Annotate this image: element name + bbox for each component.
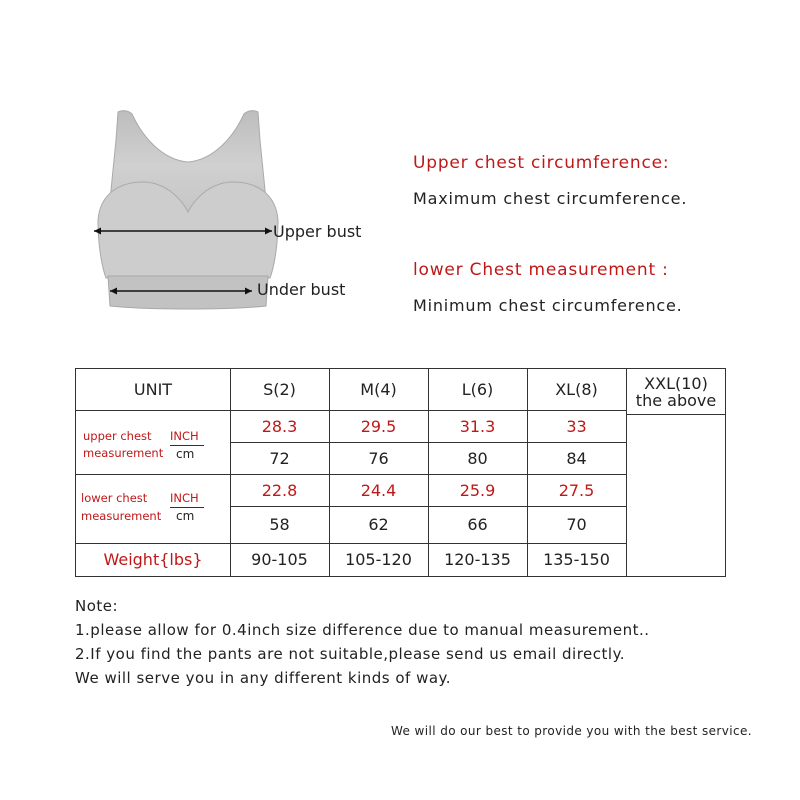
lower-unit-inch: INCH xyxy=(170,491,199,505)
under-bust-label: Under bust xyxy=(257,280,346,299)
size-header-m: M(4) xyxy=(360,380,397,399)
lower-cm-m: 62 xyxy=(368,515,389,534)
lower-inch-l: 25.9 xyxy=(459,480,496,500)
note-line-1: 1.please allow for 0.4inch size difference due to manual measurement.. xyxy=(75,621,650,639)
weight-l: 120-135 xyxy=(444,550,511,569)
lower-chest-desc: Minimum chest circumference. xyxy=(413,296,683,315)
size-header-s: S(2) xyxy=(263,380,296,399)
size-header-xl: XL(8) xyxy=(555,380,598,399)
upper-chest-label-1: upper chest xyxy=(83,429,152,443)
lower-chest-label-1: lower chest xyxy=(81,491,148,505)
note-title: Note: xyxy=(75,597,119,615)
upper-cm-s: 72 xyxy=(269,448,290,468)
xxl-line2: the above xyxy=(635,390,717,410)
upper-unit-inch: INCH xyxy=(170,429,199,443)
upper-chest-desc: Maximum chest circumference. xyxy=(413,189,688,208)
upper-chest-label-2: measurement xyxy=(83,446,164,460)
lower-chest-title: lower Chest measurement : xyxy=(413,260,669,280)
upper-inch-m: 29.5 xyxy=(360,416,397,436)
upper-bust-label: Upper bust xyxy=(273,222,362,241)
lower-chest-label-2: measurement xyxy=(81,509,162,523)
note-line-2: 2.If you find the pants are not suitable,please send us email directly. xyxy=(75,645,626,663)
unit-header: UNIT xyxy=(133,380,173,399)
lower-unit-cm: cm xyxy=(176,509,195,523)
weight-label: Weight{lbs} xyxy=(103,550,203,569)
lower-inch-s: 22.8 xyxy=(261,480,298,500)
weight-s: 90-105 xyxy=(251,550,308,569)
size-table xyxy=(75,368,726,577)
upper-chest-title: Upper chest circumference: xyxy=(413,153,670,173)
upper-inch-xl: 33 xyxy=(566,416,587,436)
note-line-3: We will serve you in any different kinds of way. xyxy=(75,669,452,687)
size-header-xxl xyxy=(626,369,726,414)
weight-xl: 135-150 xyxy=(543,550,610,569)
service-footer: We will do our best to provide you with the best service. xyxy=(391,724,752,738)
lower-cm-xl: 70 xyxy=(566,515,587,534)
xxl-line1: XXL(10) xyxy=(644,373,708,393)
upper-cm-l: 80 xyxy=(467,448,488,468)
upper-inch-l: 31.3 xyxy=(459,416,496,436)
weight-m: 105-120 xyxy=(345,550,412,569)
lower-inch-m: 24.4 xyxy=(360,480,397,500)
size-header-l: L(6) xyxy=(461,380,494,399)
upper-unit-cm: cm xyxy=(176,447,195,461)
upper-inch-s: 28.3 xyxy=(261,416,298,436)
lower-inch-xl: 27.5 xyxy=(558,480,595,500)
upper-cm-m: 76 xyxy=(368,448,389,468)
lower-cm-s: 58 xyxy=(269,515,290,534)
upper-cm-xl: 84 xyxy=(566,448,587,468)
lower-cm-l: 66 xyxy=(467,515,488,534)
